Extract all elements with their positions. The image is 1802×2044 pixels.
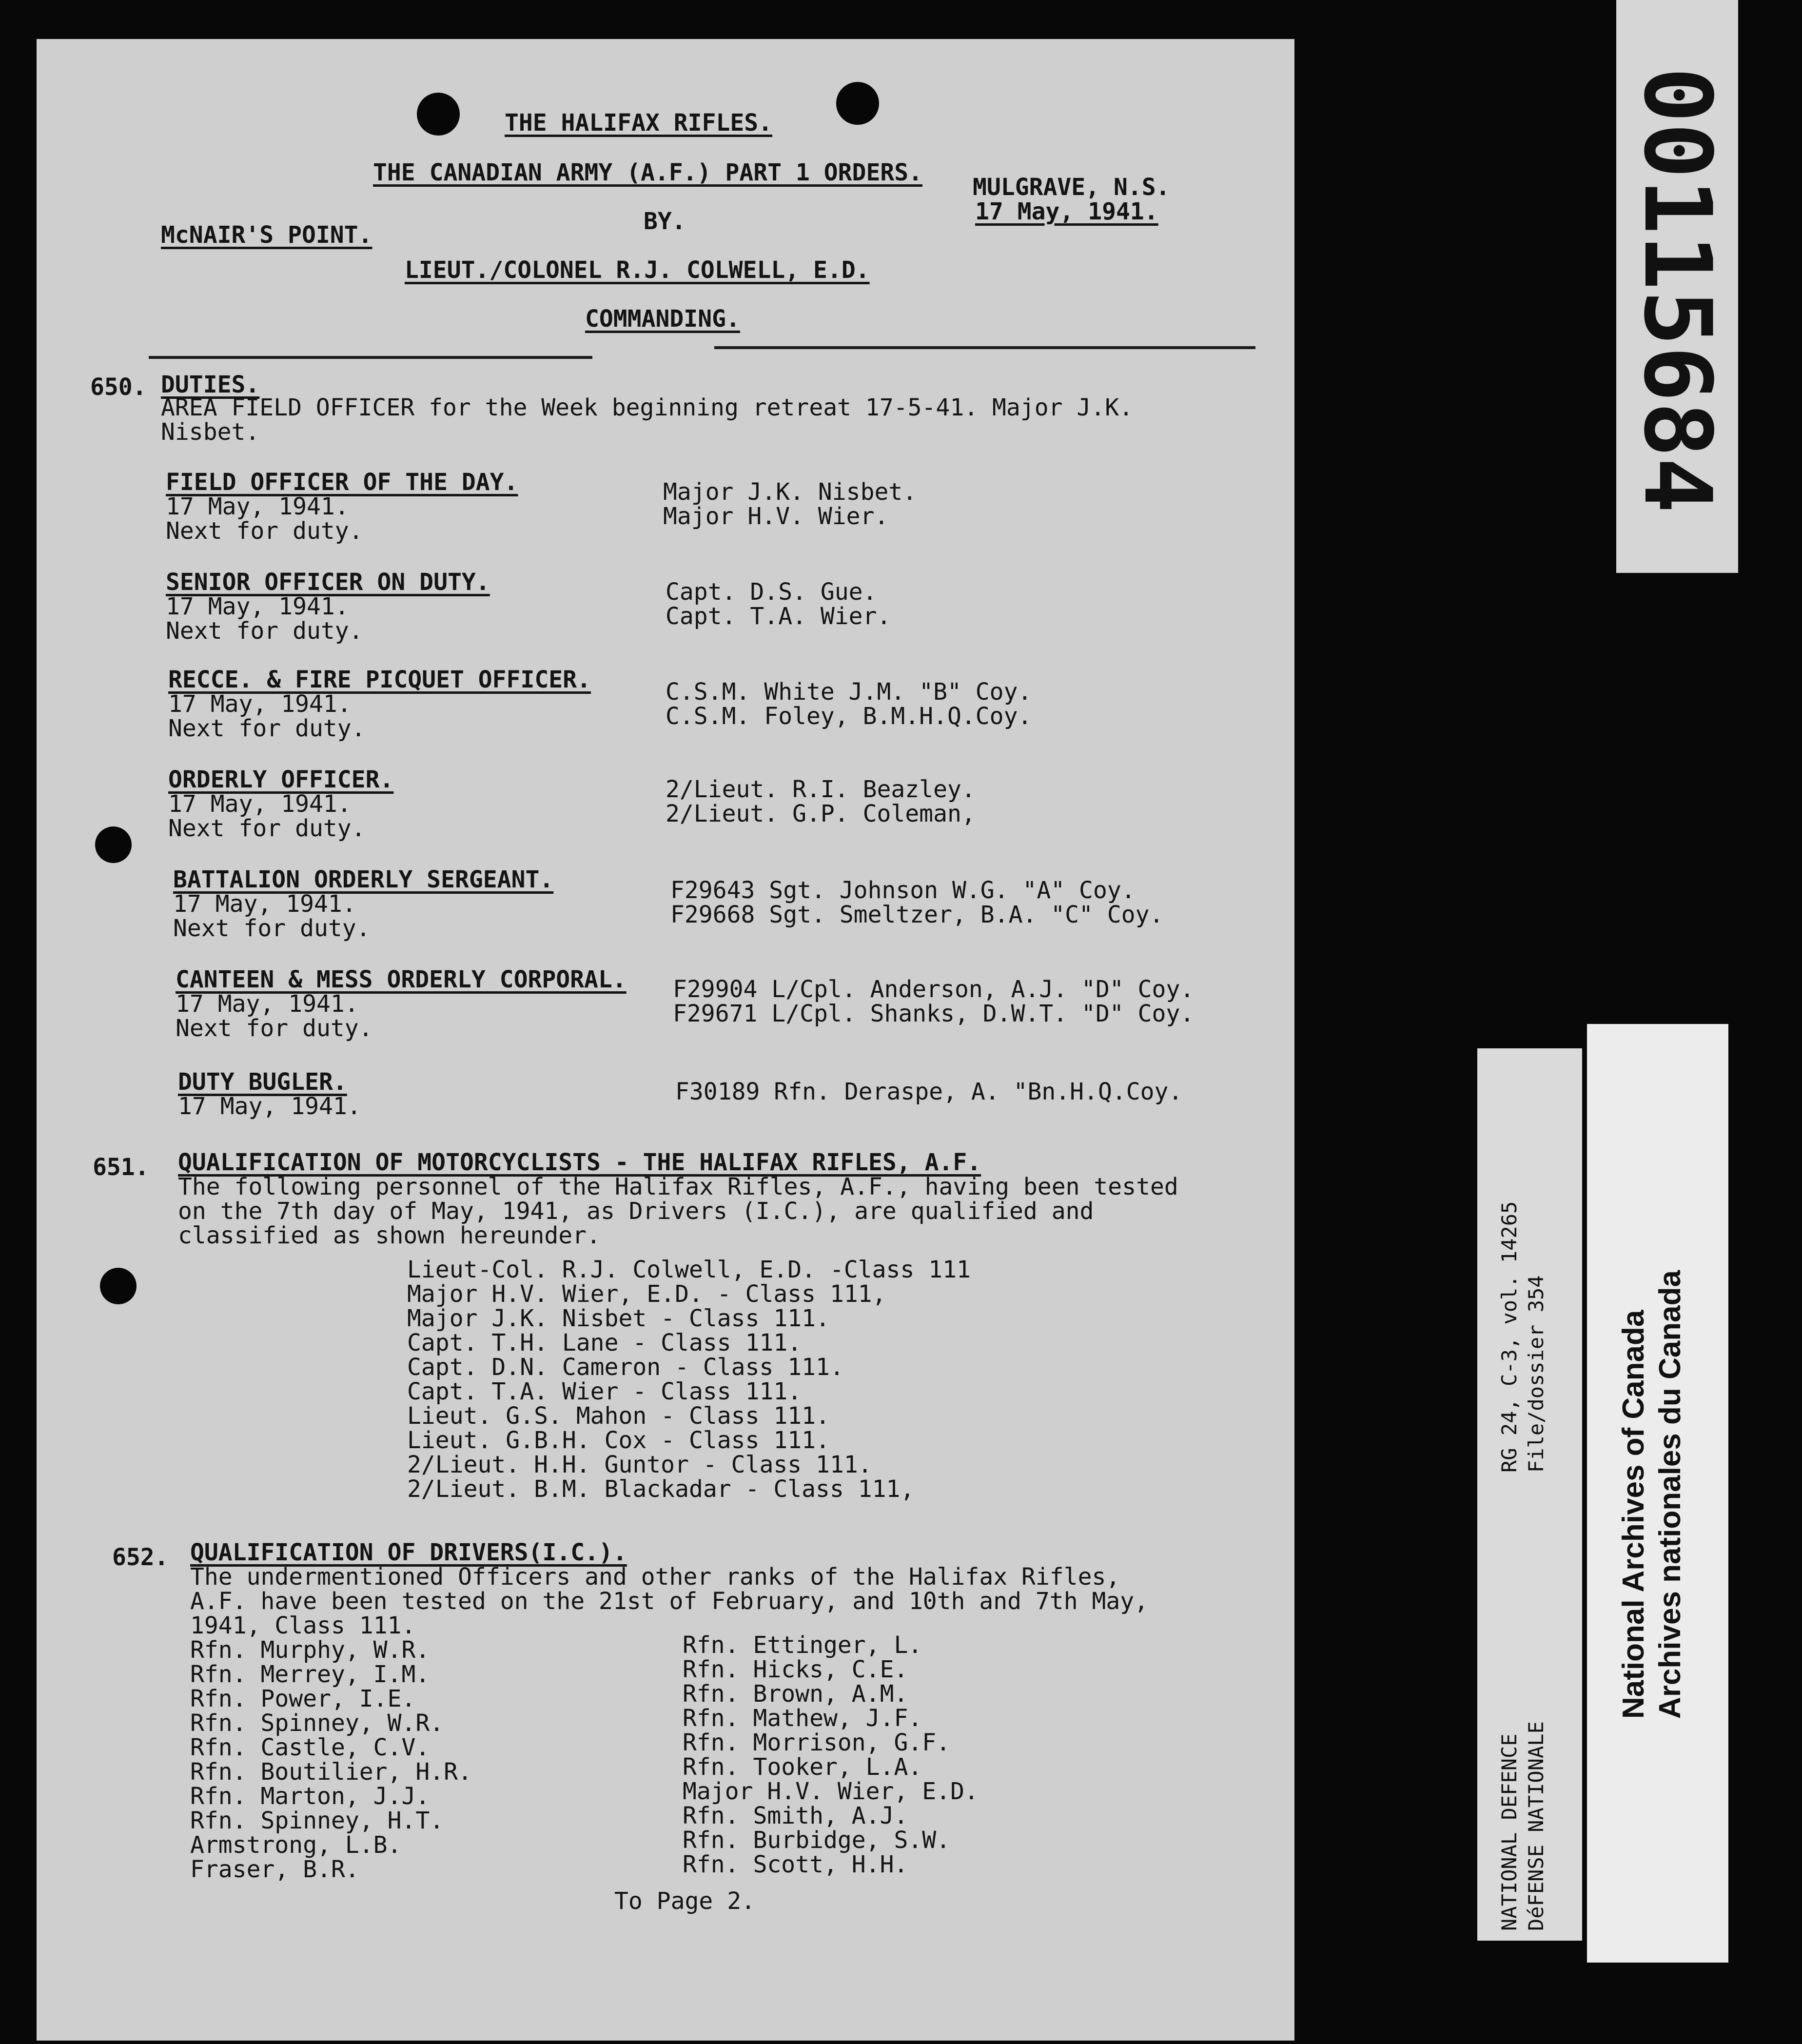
duty-next-label: Next for duty. bbox=[168, 715, 366, 742]
duty-title: CANTEEN & MESS ORDERLY CORPORAL. bbox=[176, 966, 627, 993]
driver-right: Rfn. Ettinger, L. bbox=[683, 1631, 922, 1659]
qualified-person: Lieut. G.S. Mahon - Class 111. bbox=[407, 1402, 830, 1430]
duty-date: 17 May, 1941. bbox=[176, 990, 359, 1018]
drivers-heading: QUALIFICATION OF DRIVERS(I.C.). bbox=[190, 1539, 627, 1566]
driver-left: Armstrong, L.B. bbox=[190, 1831, 402, 1859]
archives-name-fr: Archives nationales du Canada bbox=[1653, 1270, 1687, 1719]
motorcyclists-heading: QUALIFICATION OF MOTORCYCLISTS - THE HALIFAX RIFLES, A.F. bbox=[178, 1149, 981, 1176]
duty-title: ORDERLY OFFICER. bbox=[168, 766, 394, 793]
order-number-650: 650. bbox=[90, 373, 147, 401]
archive-reference-line: File/dossier 354 bbox=[1524, 1275, 1548, 1473]
order-number-651: 651. bbox=[93, 1154, 149, 1181]
duty-title: RECCE. & FIRE PICQUET OFFICER. bbox=[168, 666, 591, 693]
driver-right: Rfn. Tooker, L.A. bbox=[683, 1753, 922, 1781]
driver-left: Rfn. Marton, J.J. bbox=[190, 1783, 430, 1810]
punch-hole bbox=[836, 82, 879, 125]
national-archives-label bbox=[1587, 1024, 1728, 1963]
frame-number-strip bbox=[1616, 0, 1738, 573]
order-651-body-line: on the 7th day of May, 1941, as Drivers (I.C.), are qualified and bbox=[178, 1198, 1094, 1225]
by-label: BY. bbox=[644, 208, 686, 235]
qualified-person: 2/Lieut. B.M. Blackadar - Class 111, bbox=[407, 1475, 915, 1503]
department-line: NATIONAL DEFENCE bbox=[1497, 1733, 1521, 1931]
archive-reference-tag bbox=[1477, 1048, 1582, 1941]
qualified-person: 2/Lieut. H.H. Guntor - Class 111. bbox=[407, 1451, 872, 1478]
order-date: 17 May, 1941. bbox=[975, 198, 1158, 225]
order-652-body-line: 1941, Class 111. bbox=[190, 1612, 416, 1639]
area-field-officer-cont: Nisbet. bbox=[161, 418, 260, 446]
duty-next: Major H.V. Wier. bbox=[663, 503, 889, 530]
continued-note: To Page 2. bbox=[614, 1887, 755, 1915]
duty-date: 17 May, 1941. bbox=[168, 790, 352, 818]
archives-name-en: National Archives of Canada bbox=[1617, 1310, 1650, 1719]
commanding-label: COMMANDING. bbox=[585, 305, 740, 333]
duty-next: 2/Lieut. G.P. Coleman, bbox=[666, 800, 976, 827]
duty-title: SENIOR OFFICER ON DUTY. bbox=[166, 569, 490, 596]
document-page bbox=[37, 39, 1294, 2041]
duty-title: BATTALION ORDERLY SERGEANT. bbox=[173, 866, 554, 893]
order-652-body-line: The undermentioned Officers and other ranks of the Halifax Rifles, bbox=[190, 1563, 1120, 1591]
driver-left: Rfn. Murphy, W.R. bbox=[190, 1636, 430, 1664]
driver-left: Rfn. Castle, C.V. bbox=[190, 1734, 430, 1761]
duty-next: F29671 L/Cpl. Shanks, D.W.T. "D" Coy. bbox=[673, 1000, 1195, 1027]
duty-next-label: Next for duty. bbox=[166, 517, 363, 545]
area-field-officer: AREA FIELD OFFICER for the Week beginning retreat 17-5-41. Major J.K. bbox=[161, 394, 1133, 421]
commander-name: LIEUT./COLONEL R.J. COLWELL, E.D. bbox=[405, 256, 870, 284]
location-right: MULGRAVE, N.S. bbox=[973, 174, 1170, 201]
location-left: McNAIR'S POINT. bbox=[161, 221, 372, 249]
qualified-person: Capt. T.H. Lane - Class 111. bbox=[407, 1329, 802, 1356]
qualified-person: Lieut-Col. R.J. Colwell, E.D. -Class 111 bbox=[407, 1256, 971, 1283]
frame-number: 00115684 bbox=[1624, 67, 1731, 513]
duty-officer: 2/Lieut. R.I. Beazley. bbox=[666, 776, 976, 803]
duty-next-label: Next for duty. bbox=[166, 617, 363, 645]
duty-date: 17 May, 1941. bbox=[166, 493, 349, 520]
regiment-title: THE HALIFAX RIFLES. bbox=[505, 109, 773, 137]
duty-date: 17 May, 1941. bbox=[168, 690, 352, 718]
driver-right: Rfn. Mathew, J.F. bbox=[683, 1705, 922, 1732]
driver-right: Rfn. Brown, A.M. bbox=[683, 1680, 908, 1708]
duty-officer: Capt. D.S. Gue. bbox=[666, 578, 877, 606]
driver-right: Major H.V. Wier, E.D. bbox=[683, 1778, 979, 1805]
driver-left: Rfn. Power, I.E. bbox=[190, 1685, 416, 1712]
qualified-person: Lieut. G.B.H. Cox - Class 111. bbox=[407, 1427, 830, 1454]
qualified-person: Capt. T.A. Wier - Class 111. bbox=[407, 1378, 802, 1405]
duty-date: 17 May, 1941. bbox=[173, 890, 356, 918]
order-651-body-line: The following personnel of the Halifax Rifles, A.F., having been tested bbox=[178, 1173, 1178, 1200]
punch-hole bbox=[95, 826, 132, 863]
duties-heading: DUTIES. bbox=[161, 371, 260, 398]
punch-hole bbox=[100, 1268, 137, 1304]
duty-next-label: Next for duty. bbox=[173, 915, 371, 942]
duty-next-label: Next for duty. bbox=[168, 815, 366, 842]
driver-left: Rfn. Spinney, H.T. bbox=[190, 1807, 444, 1834]
department-line: DéFENSE NATIONALE bbox=[1524, 1721, 1548, 1931]
duty-officer: Major J.K. Nisbet. bbox=[663, 478, 917, 506]
driver-right: Rfn. Hicks, C.E. bbox=[683, 1656, 908, 1683]
driver-left: Rfn. Merrey, I.M. bbox=[190, 1661, 430, 1688]
order-652-body-line: A.F. have been tested on the 21st of February, and 10th and 7th May, bbox=[190, 1588, 1149, 1615]
qualified-person: Major J.K. Nisbet - Class 111. bbox=[407, 1305, 830, 1332]
driver-right: Rfn. Burbidge, S.W. bbox=[683, 1827, 951, 1854]
driver-left: Fraser, B.R. bbox=[190, 1856, 359, 1883]
orders-title: THE CANADIAN ARMY (A.F.) PART 1 ORDERS. bbox=[373, 159, 923, 186]
duty-date: 17 May, 1941. bbox=[166, 593, 349, 620]
duty-next: C.S.M. Foley, B.M.H.Q.Coy. bbox=[666, 703, 1032, 730]
driver-left: Rfn. Boutilier, H.R. bbox=[190, 1758, 472, 1786]
duty-date: 17 May, 1941. bbox=[178, 1093, 361, 1120]
driver-right: Rfn. Smith, A.J. bbox=[683, 1802, 908, 1829]
qualified-person: Capt. D.N. Cameron - Class 111. bbox=[407, 1354, 844, 1381]
driver-left: Rfn. Spinney, W.R. bbox=[190, 1710, 444, 1737]
separator-line bbox=[714, 346, 1255, 349]
duty-officer: F29643 Sgt. Johnson W.G. "A" Coy. bbox=[670, 877, 1136, 904]
duty-title: FIELD OFFICER OF THE DAY. bbox=[166, 469, 518, 496]
duty-next-label: Next for duty. bbox=[176, 1015, 373, 1042]
driver-right: Rfn. Morrison, G.F. bbox=[683, 1729, 951, 1756]
order-651-body-line: classified as shown hereunder. bbox=[178, 1222, 601, 1249]
duty-officer: C.S.M. White J.M. "B" Coy. bbox=[666, 678, 1032, 706]
duty-next: F29668 Sgt. Smeltzer, B.A. "C" Coy. bbox=[670, 901, 1164, 928]
duty-officer: F30189 Rfn. Deraspe, A. "Bn.H.Q.Coy. bbox=[675, 1078, 1183, 1105]
punch-hole bbox=[417, 93, 460, 136]
duty-officer: F29904 L/Cpl. Anderson, A.J. "D" Coy. bbox=[673, 976, 1195, 1003]
separator-line bbox=[149, 356, 592, 359]
duty-title: DUTY BUGLER. bbox=[178, 1068, 347, 1096]
driver-right: Rfn. Scott, H.H. bbox=[683, 1851, 908, 1878]
order-number-652: 652. bbox=[112, 1544, 169, 1571]
qualified-person: Major H.V. Wier, E.D. - Class 111, bbox=[407, 1280, 886, 1308]
duty-next: Capt. T.A. Wier. bbox=[666, 603, 891, 630]
archive-reference-line: RG 24, C-3, vol. 14265 bbox=[1497, 1201, 1521, 1473]
